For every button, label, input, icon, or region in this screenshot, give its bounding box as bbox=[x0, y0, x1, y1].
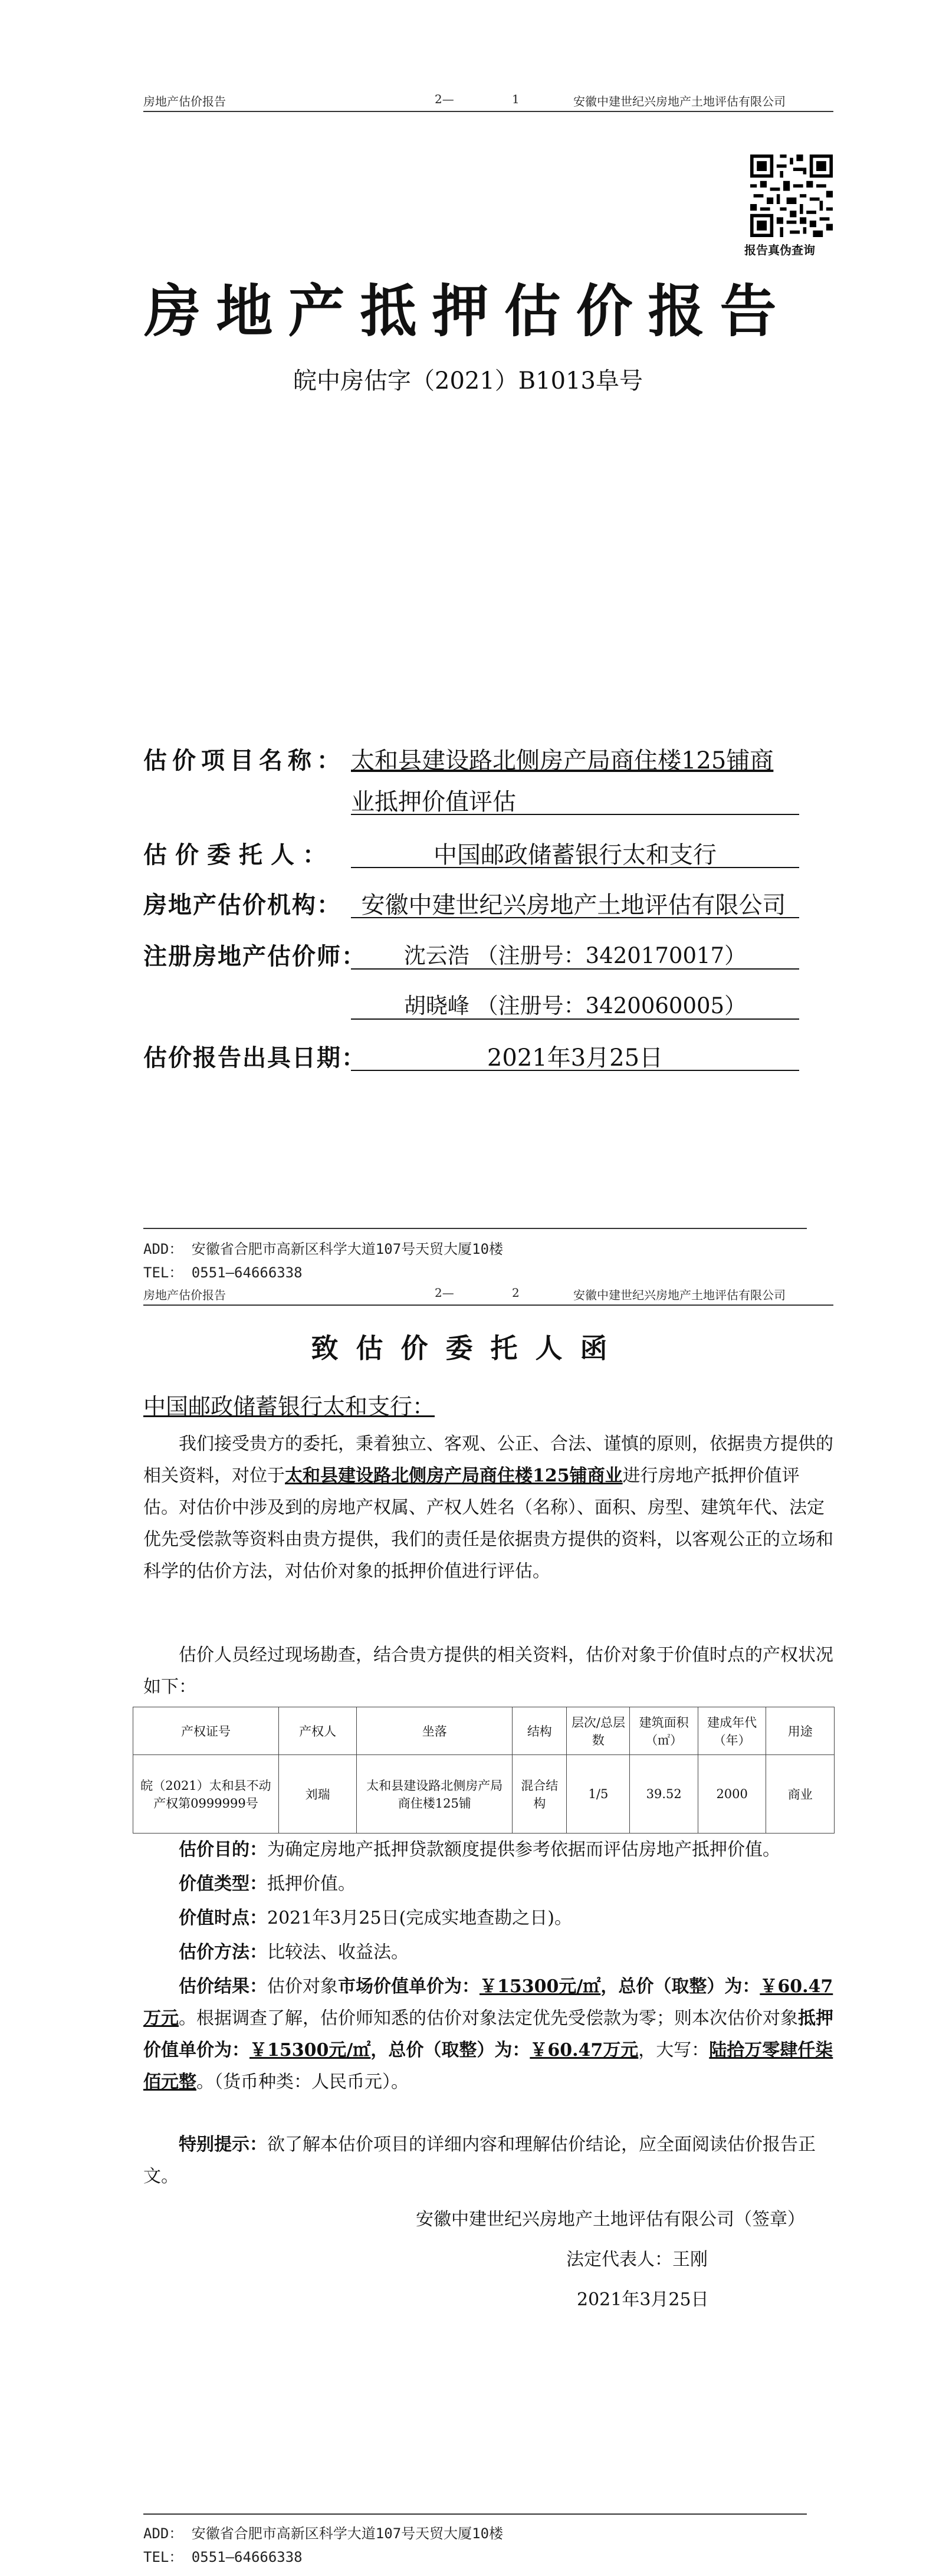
header-page-number: 2 bbox=[512, 1286, 520, 1300]
table-row bbox=[133, 1755, 835, 1834]
legal-representative: 法定代表人：王刚 bbox=[566, 2249, 708, 2270]
footer-address: ADD： 安徽省合肥市高新区科学大道107号天贸大厦10楼 bbox=[143, 1241, 504, 1257]
intro-paragraph: 我们接受贵方的委托，秉着独立、客观、公正、合法、谨慎的原则，依据贵方提供的相关资料，对位于太和县建设路北侧房产局商住楼125铺商业进行房地产抵押价值评估。对估价中涉及到的房地产权属、产权人姓名（名称）、面积、房型、建筑年代、法定优先受偿款等资料由贵方提供，我们的责任是依据贵方提供的资料，以客观公正的立场和科学的估价方法，对估价对象的抵押价值进行评估。 bbox=[143, 1434, 833, 1582]
appraiser-label: 注册房地产估价师： bbox=[143, 942, 366, 970]
appraiser-1: 沈云浩 （注册号：3420170017） bbox=[403, 943, 747, 968]
header-page-prefix: 2— bbox=[435, 1286, 454, 1300]
method-line: 估价方法：比较法、收益法。 bbox=[179, 1942, 409, 1963]
col-header: 建筑面积（㎡） bbox=[630, 1707, 698, 1755]
appraiser-2: 胡晓峰 （注册号：3420060005） bbox=[403, 993, 747, 1018]
header-right: 安徽中建世纪兴房地产土地评估有限公司 bbox=[573, 1288, 786, 1302]
table-cell: 混合结构 bbox=[513, 1755, 567, 1834]
client-label: 估价委托人： bbox=[143, 841, 334, 869]
project-name-underline bbox=[351, 814, 799, 815]
footer-phone: TEL： 0551—64666338 bbox=[143, 2549, 303, 2565]
table-cell: 1/5 bbox=[567, 1755, 630, 1834]
col-header: 产权证号 bbox=[133, 1707, 279, 1755]
value-type-line: 价值类型：抵押价值。 bbox=[179, 1874, 356, 1894]
project-name-value: 太和县建设路北侧房产局商住楼125铺商 bbox=[351, 747, 774, 774]
table-cell: 刘瑞 bbox=[278, 1755, 356, 1834]
col-header: 坐落 bbox=[357, 1707, 513, 1755]
appraiser-2-underline bbox=[351, 1018, 799, 1020]
signer: 安徽中建世纪兴房地产土地评估有限公司（签章） bbox=[416, 2209, 805, 2230]
header-page-prefix: 2— bbox=[435, 92, 454, 106]
document-number: 皖中房估字（2021）B1013阜号 bbox=[293, 367, 643, 395]
footer-phone: TEL： 0551—64666338 bbox=[143, 1264, 303, 1281]
client-value: 中国邮政储蓄银行太和支行 bbox=[433, 842, 717, 869]
qr-code-icon bbox=[750, 155, 833, 237]
header-rule bbox=[143, 111, 833, 112]
header-rule bbox=[143, 1305, 833, 1306]
agency-value: 安徽中建世纪兴房地产土地评估有限公司 bbox=[361, 892, 786, 919]
property-table bbox=[133, 1707, 835, 1834]
col-header: 层次/总层数 bbox=[567, 1707, 630, 1755]
table-header-row bbox=[133, 1707, 835, 1755]
agency-label: 房地产估价机构： bbox=[143, 891, 341, 919]
header-page-number: 1 bbox=[512, 92, 520, 106]
col-header: 产权人 bbox=[278, 1707, 356, 1755]
table-cell: 2000 bbox=[698, 1755, 766, 1834]
client-underline bbox=[351, 867, 799, 868]
qr-caption: 报告真伪查询 bbox=[744, 243, 815, 257]
project-name-label: 估价项目名称： bbox=[143, 747, 346, 774]
col-header: 用途 bbox=[766, 1707, 835, 1755]
special-note: 特别提示：欲了解本估价项目的详细内容和理解估价结论，应全面阅读估价报告正文。 bbox=[143, 2134, 816, 2187]
table-cell: 太和县建设路北侧房产局商住楼125铺 bbox=[357, 1755, 513, 1834]
report-date-value: 2021年3月25日 bbox=[487, 1044, 664, 1072]
footer-rule bbox=[143, 2513, 807, 2515]
project-name-value-cont: 业抵押价值评估 bbox=[351, 788, 516, 816]
header-right: 安徽中建世纪兴房地产土地评估有限公司 bbox=[573, 94, 786, 109]
agency-underline bbox=[351, 917, 799, 918]
report-date-label: 估价报告出具日期： bbox=[143, 1044, 366, 1072]
footer-address: ADD： 安徽省合肥市高新区科学大道107号天贸大厦10楼 bbox=[143, 2525, 504, 2542]
footer-rule bbox=[143, 1228, 807, 1229]
addressee: 中国邮政储蓄银行太和支行： bbox=[143, 1394, 435, 1420]
table-cell: 商业 bbox=[766, 1755, 835, 1834]
status-paragraph: 估价人员经过现场勘查，结合贵方提供的相关资料，估价对象于价值时点的产权状况如下： bbox=[143, 1645, 833, 1697]
report-title: 房地产抵押估价报告 bbox=[144, 278, 792, 344]
letter-title: 致估价委托人函 bbox=[311, 1332, 625, 1364]
col-header: 结构 bbox=[513, 1707, 567, 1755]
col-header: 建成年代（年） bbox=[698, 1707, 766, 1755]
table-cell: 39.52 bbox=[630, 1755, 698, 1834]
header-left: 房地产估价报告 bbox=[143, 94, 226, 109]
result-paragraph: 估价结果：估价对象市场价值单价为：￥15300元/㎡，总价（取整）为：￥60.47万元。根据调查了解，估价师知悉的估价对象法定优先受偿款为零；则本次估价对象抵押价值单价为：￥15300元/㎡，总价（取整）为：￥60.47万元，大写：陆拾万零肆仟柒佰元整。（货币种类：人民币元）。 bbox=[143, 1976, 833, 2092]
sign-date: 2021年3月25日 bbox=[577, 2289, 709, 2310]
report-date-underline bbox=[351, 1070, 799, 1071]
header-left: 房地产估价报告 bbox=[143, 1288, 226, 1302]
appraiser-1-underline bbox=[351, 968, 799, 970]
purpose-line: 估价目的：为确定房地产抵押贷款额度提供参考依据而评估房地产抵押价值。 bbox=[179, 1839, 780, 1860]
value-date-line: 价值时点：2021年3月25日(完成实地查勘之日)。 bbox=[179, 1908, 573, 1928]
table-cell: 皖（2021）太和县不动产权第0999999号 bbox=[133, 1755, 279, 1834]
